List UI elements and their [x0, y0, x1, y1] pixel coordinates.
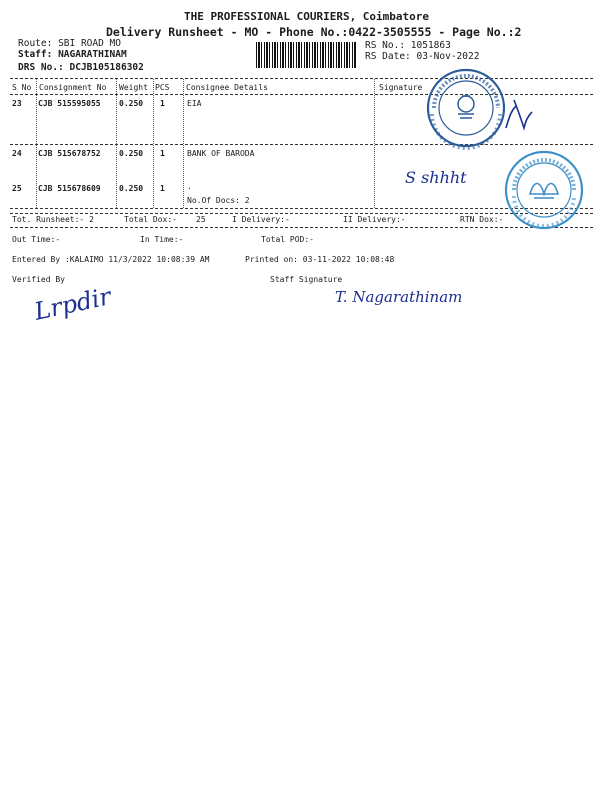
- row-sno: 23: [12, 99, 22, 108]
- row-consignment: CJB 515678752: [38, 149, 101, 158]
- drs-value: DCJB105186302: [69, 62, 144, 73]
- col-header-weight: Weight: [119, 83, 148, 92]
- total-dox-label: Total Dox:-: [124, 215, 177, 224]
- rs-no-label: RS No.:: [365, 40, 406, 51]
- column-divider: [153, 79, 154, 208]
- docs-count: No.Of Docs: 2: [187, 196, 250, 205]
- row-consignee: .: [187, 182, 192, 191]
- tot-runsheet: Tot. Runsheet:- 2: [12, 215, 94, 224]
- row-consignment: CJB 515595055: [38, 99, 101, 108]
- company-title: THE PROFESSIONAL COURIERS, Coimbatore: [184, 10, 430, 23]
- column-divider: [36, 79, 37, 208]
- rs-date-field: [365, 51, 479, 62]
- row-weight: 0.250: [119, 184, 144, 193]
- route-label: Route:: [18, 38, 53, 49]
- staff-label: Staff:: [18, 49, 53, 60]
- in-time: In Time:-: [140, 235, 184, 244]
- route-field: [18, 38, 121, 49]
- staff-handwritten-signature: T. Nagarathinam: [335, 288, 463, 306]
- row-consignment: CJB 515678609: [38, 184, 101, 193]
- row-pcs: 1: [160, 99, 165, 108]
- barcode-image: [256, 42, 356, 68]
- row-weight: 0.250: [119, 149, 144, 158]
- col-header-signature: Signature: [379, 83, 423, 92]
- column-divider: [183, 79, 184, 208]
- row-consignee: BANK OF BARODA: [187, 149, 255, 158]
- rs-date-label: RS Date:: [365, 51, 411, 62]
- government-office-stamp: [418, 70, 533, 150]
- runsheet-title: Delivery Runsheet - MO - Phone No.:0422-3505555 - Page No.:2: [106, 25, 522, 39]
- drs-label: DRS No.:: [18, 62, 64, 73]
- out-time: Out Time:-: [12, 235, 61, 244]
- col-header-consignee: Consignee Details: [186, 83, 268, 92]
- verifier-signature: Lrpdir: [31, 282, 114, 326]
- route-value: SBI ROAD MO: [58, 38, 121, 49]
- rtn-dox: RTN Dox:-: [460, 215, 504, 224]
- printed-on: Printed on: 03-11-2022 10:08:48: [245, 255, 395, 264]
- ii-delivery: II Delivery:-: [343, 215, 406, 224]
- row-weight: 0.250: [119, 99, 144, 108]
- col-header-sno: S No: [12, 83, 32, 92]
- drs-field: [18, 62, 144, 73]
- col-header-consignment: Consignment No: [39, 83, 107, 92]
- row-consignee: EIA: [187, 99, 202, 108]
- verified-by-label: Verified By: [12, 275, 65, 284]
- entered-by: Entered By :KALAIMO 11/3/2022 10:08:39 AM: [12, 255, 210, 264]
- rs-no-value: 1051863: [410, 40, 451, 51]
- staff-signature-label: Staff Signature: [270, 275, 343, 284]
- column-divider: [374, 79, 375, 208]
- rs-no-field: [365, 40, 451, 51]
- row-pcs: 1: [160, 149, 165, 158]
- row-pcs: 1: [160, 184, 165, 193]
- staff-field: [18, 49, 127, 60]
- row-sno: 24: [12, 149, 22, 158]
- staff-value: NAGARATHINAM: [58, 49, 127, 60]
- column-divider: [116, 79, 117, 208]
- col-header-pcs: PCS: [155, 83, 170, 92]
- rs-date-value: 03-Nov-2022: [416, 51, 480, 62]
- consignee-signature: S shhht: [405, 168, 467, 187]
- total-pod: Total POD:-: [261, 235, 314, 244]
- row-sno: 25: [12, 184, 22, 193]
- total-dox-value: 25: [196, 215, 206, 224]
- bank-stamp: [500, 150, 590, 232]
- i-delivery: I Delivery:-: [232, 215, 290, 224]
